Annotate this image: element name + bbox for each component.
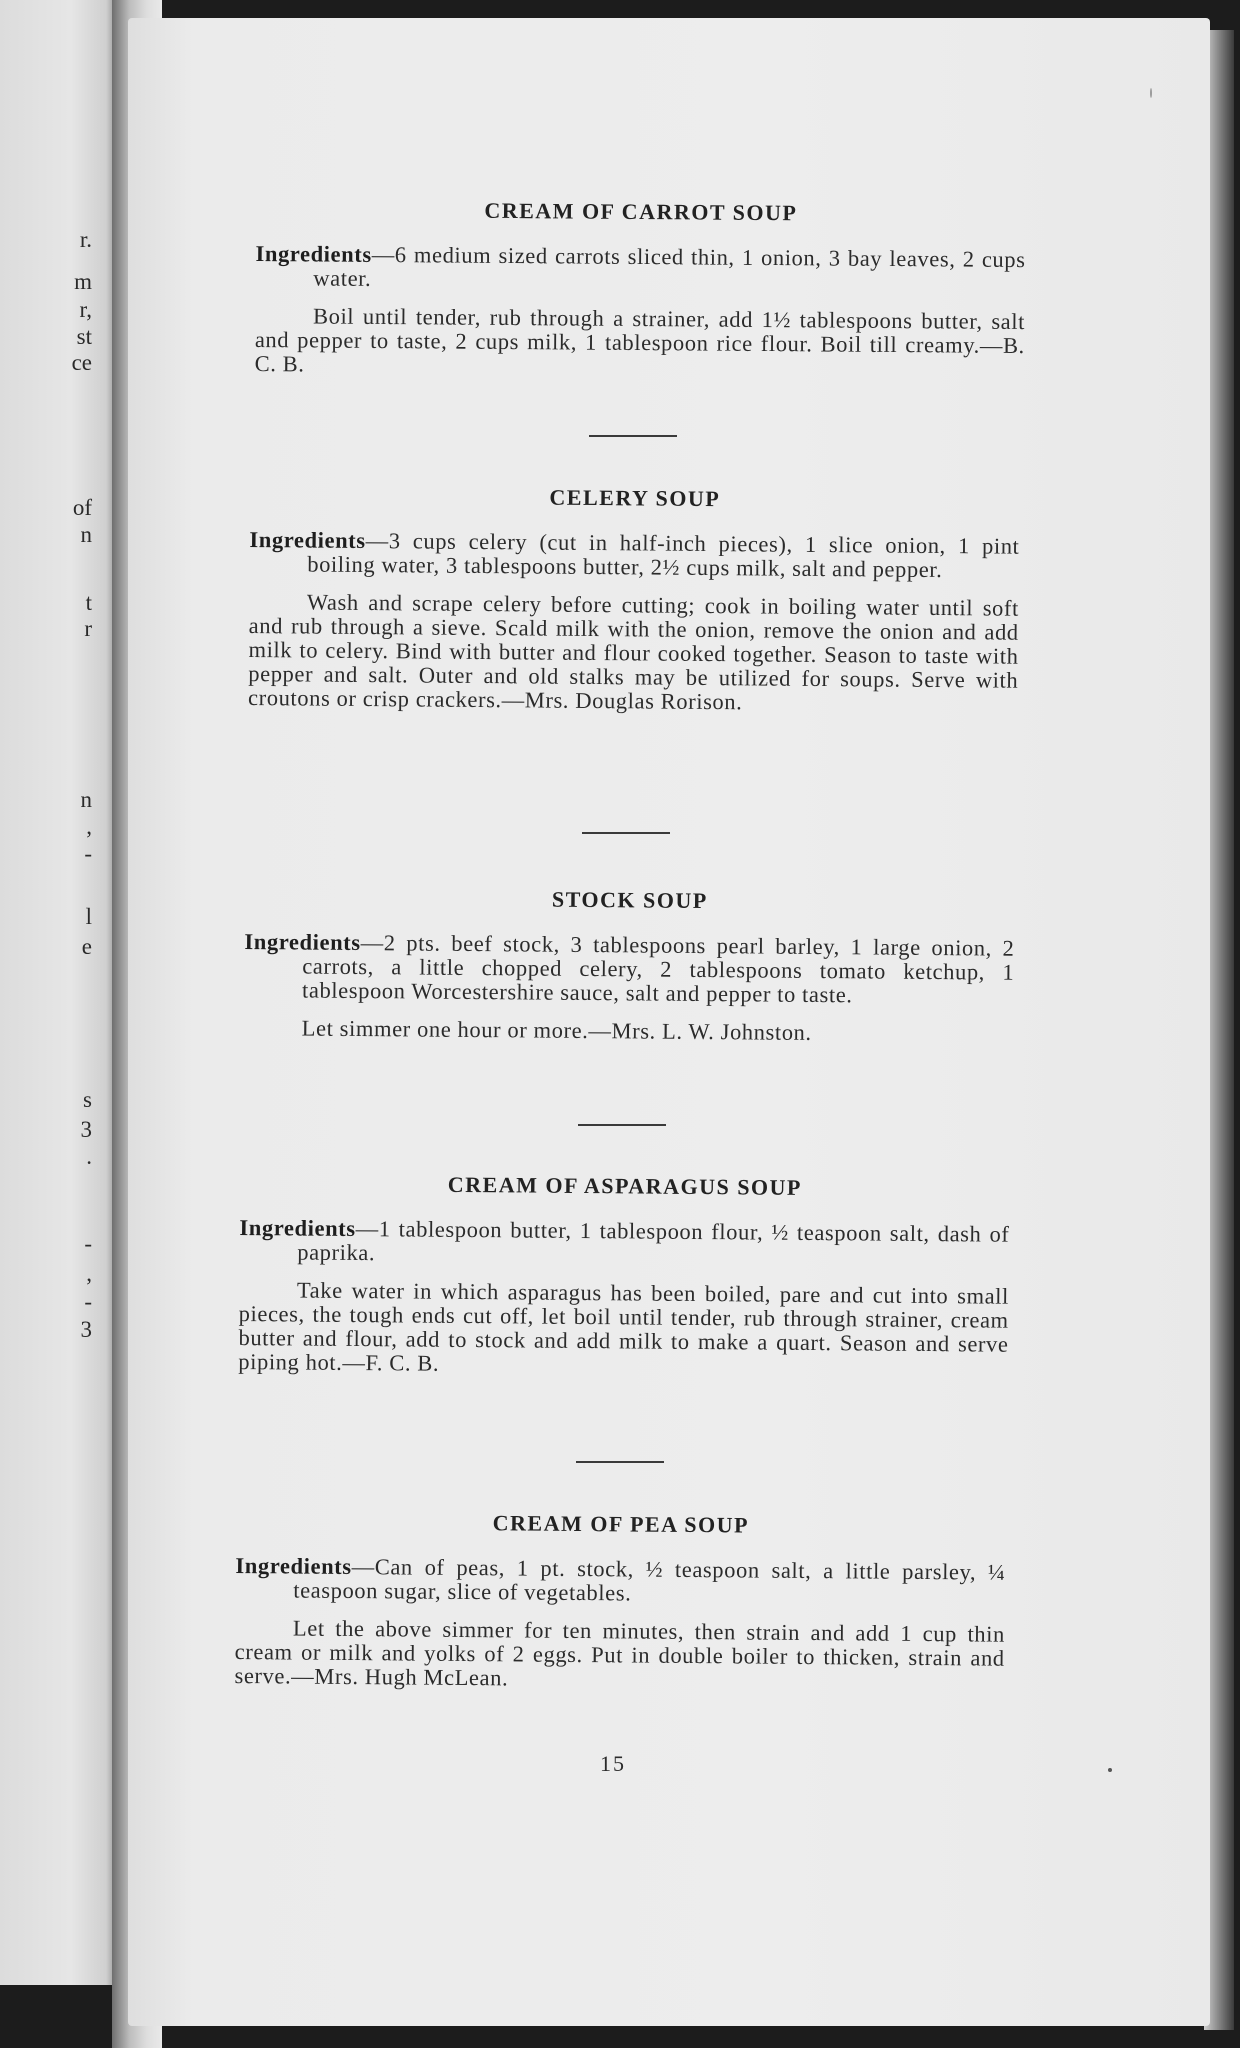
- recipe-cream-of-asparagus-soup: [238, 1170, 1010, 1381]
- left-text-fragment: s: [83, 1087, 92, 1112]
- recipe-title: CREAM OF CARROT SOUP: [484, 197, 798, 226]
- recipe-cream-of-carrot-soup: [255, 196, 1026, 382]
- left-facing-page: [0, 0, 118, 1985]
- recipe-method: Let simmer one hour or more.—Mrs. L. W. Johnston.: [301, 1015, 812, 1045]
- ingredients-text: —3 cups celery (cut in half-inch pieces), 1 slice onion, 1 pint boiling water, 3 tablespoons butter, 2½ cups milk, salt and pepper.: [307, 528, 1020, 583]
- left-text-fragment: l: [85, 904, 92, 929]
- left-text-fragment: of: [72, 495, 92, 520]
- recipe-ingredients: [255, 242, 1025, 296]
- recipe-title: CELERY SOUP: [549, 484, 721, 512]
- left-text-fragment: .: [86, 1144, 92, 1169]
- left-text-fragment: -: [84, 841, 92, 866]
- left-text-fragment: m: [74, 269, 92, 294]
- left-text-fragment: ce: [71, 350, 92, 375]
- ingredients-text: —2 pts. beef stock, 3 tablespoons pearl barley, 1 large onion, 2 carrots, a little chopped celery, 2 tablespoons tomato ketchup, 1 tablespoon Worcestershire sauce, salt and pepper to taste.: [301, 930, 1015, 1008]
- page-number: 15: [600, 1751, 626, 1776]
- section-divider: [576, 1461, 664, 1463]
- ingredients-text: —Can of peas, 1 pt. stock, ½ teaspoon salt, a little parsley, ¼ teaspoon sugar, slice of vegetables.: [293, 1554, 1006, 1606]
- recipe-method: Take water in which asparagus has been boiled, pare and cut into small pieces, the tough ends cut off, let boil until tender, rub through strainer, cream butter and flour, add to stock and add milk to make a quart. Season and serve piping hot.—F. C. B.: [238, 1277, 1010, 1376]
- paper-speck: [1150, 88, 1152, 98]
- recipe-title: CREAM OF ASPARAGUS SOUP: [447, 1171, 803, 1200]
- left-text-fragment: st: [76, 324, 92, 349]
- recipe-title: CREAM OF PEA SOUP: [492, 1510, 750, 1538]
- recipe-method: Let the above simmer for ten minutes, then strain and add 1 cup thin cream or milk and yolks of 2 eggs. Put in double boiler to thicken, strain and serve.—Mrs. Hugh McLean.: [234, 1615, 1006, 1691]
- recipe-ingredients: [249, 528, 1019, 583]
- recipe-title: STOCK SOUP: [551, 886, 708, 914]
- ingredients-label: Ingredients: [244, 928, 361, 956]
- left-text-fragment: ,: [86, 1261, 92, 1286]
- left-text-fragment: r.: [79, 227, 92, 252]
- ingredients-label: Ingredients: [249, 526, 366, 554]
- ingredients-label: Ingredients: [255, 240, 372, 267]
- left-text-fragment: 3: [80, 1317, 92, 1342]
- recipe-ingredients: [235, 1554, 1005, 1609]
- section-divider: [589, 435, 677, 437]
- recipe-method: Boil until tender, rub through a strainer, add 1½ tablespoons butter, salt and pepper to taste, 2 cups milk, 1 tablespoon rice flour. Boil till creamy.—B. C. B.: [254, 303, 1026, 377]
- ingredients-text: —1 tablespoon butter, 1 tablespoon flour, ½ teaspoon salt, dash of paprika.: [297, 1216, 1010, 1266]
- left-text-fragment: n: [80, 522, 92, 547]
- left-text-fragment: 3: [80, 1117, 92, 1142]
- left-text-fragment: ,: [86, 814, 92, 839]
- left-text-fragment: n: [80, 787, 92, 812]
- left-text-fragment: r: [84, 616, 92, 641]
- section-divider: [578, 1124, 666, 1126]
- left-text-fragment: e: [81, 934, 92, 959]
- ingredients-text: —6 medium sized carrots sliced thin, 1 onion, 3 bay leaves, 2 cups water.: [313, 241, 1026, 291]
- ingredients-label: Ingredients: [239, 1214, 356, 1242]
- left-text-fragment: -: [84, 1289, 92, 1314]
- left-text-fragment: r,: [79, 297, 92, 322]
- recipe-ingredients: [244, 930, 1015, 1009]
- recipe-celery-soup: [248, 482, 1020, 717]
- ingredients-label: Ingredients: [235, 1552, 352, 1580]
- recipe-ingredients: [239, 1216, 1009, 1271]
- left-text-fragment: -: [84, 1231, 92, 1256]
- section-divider: [582, 832, 670, 834]
- recipe-method: Wash and scrape celery before cutting; cook in boiling water until soft and rub through a sieve. Scald milk with the onion, remove the onion and add milk to celery. Bind with butter and flour cooked together. Season to taste with pepper and salt. Outer and old stalks may be utilized for soups. Serve with croutons or crisp crackers.—Mrs. Douglas Rorison.: [248, 589, 1020, 715]
- recipe-cream-of-pea-soup: [234, 1508, 1006, 1695]
- left-text-fragment: t: [85, 590, 92, 615]
- recipe-stock-soup: [244, 884, 1015, 1047]
- paper-speck: [1108, 1768, 1112, 1772]
